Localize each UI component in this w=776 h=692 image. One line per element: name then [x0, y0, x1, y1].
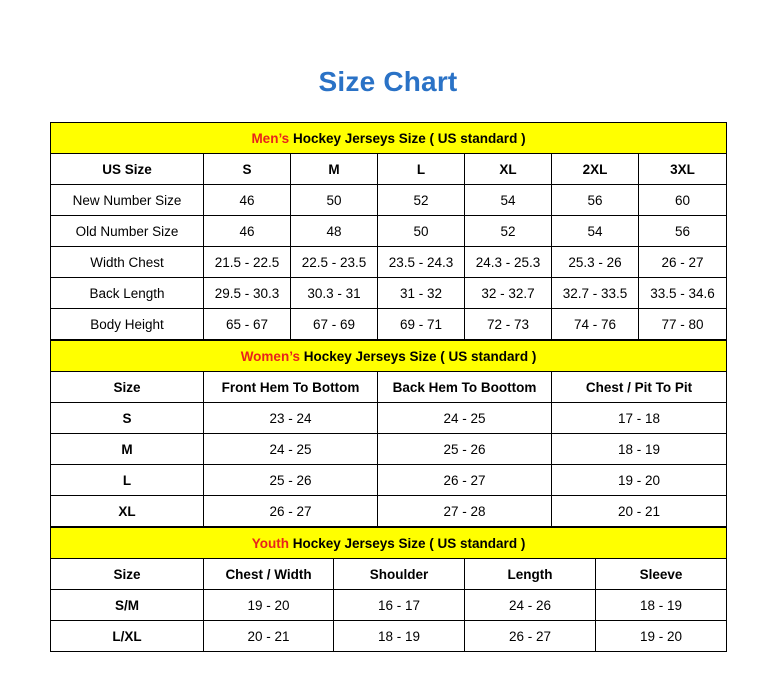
mens-row-4-val-4: 74 - 76 [552, 309, 639, 340]
mens-row-2-val-5: 26 - 27 [639, 247, 727, 278]
mens-row-3-val-1: 30.3 - 31 [291, 278, 378, 309]
mens-row-4-val-2: 69 - 71 [378, 309, 465, 340]
mens-col-1: S [204, 154, 291, 185]
youth-col-1: Chest / Width [204, 559, 334, 590]
mens-row-2-val-1: 22.5 - 23.5 [291, 247, 378, 278]
youth-row-1-val-0: 20 - 21 [204, 621, 334, 652]
mens-row-3-val-3: 32 - 32.7 [465, 278, 552, 309]
mens-col-0: US Size [51, 154, 204, 185]
womens-heading-accent: Women’s [240, 348, 300, 364]
youth-size-table [50, 527, 727, 652]
womens-section-heading [51, 341, 727, 372]
table-section-header-row [51, 123, 727, 154]
mens-heading-rest: Hockey Jerseys Size ( US standard ) [289, 130, 526, 146]
table-row [51, 247, 727, 278]
mens-row-4-val-0: 65 - 67 [204, 309, 291, 340]
table-row [51, 216, 727, 247]
youth-col-2: Shoulder [334, 559, 465, 590]
table-row [51, 465, 727, 496]
womens-row-2-val-0: 25 - 26 [204, 465, 378, 496]
mens-row-3-val-4: 32.7 - 33.5 [552, 278, 639, 309]
womens-row-0-val-1: 24 - 25 [378, 403, 552, 434]
mens-row-1-val-0: 46 [204, 216, 291, 247]
womens-row-2-val-2: 19 - 20 [552, 465, 727, 496]
youth-row-1-val-2: 26 - 27 [465, 621, 596, 652]
mens-row-2-val-2: 23.5 - 24.3 [378, 247, 465, 278]
mens-row-2-label: Width Chest [51, 247, 204, 278]
mens-row-0-val-3: 54 [465, 185, 552, 216]
youth-heading-accent: Youth [251, 535, 289, 551]
mens-row-0-val-0: 46 [204, 185, 291, 216]
youth-row-1-label: L/XL [51, 621, 204, 652]
womens-row-1-label: M [51, 434, 204, 465]
mens-row-4-val-3: 72 - 73 [465, 309, 552, 340]
table-row [51, 309, 727, 340]
table-row [51, 278, 727, 309]
table-row [51, 403, 727, 434]
mens-row-3-label: Back Length [51, 278, 204, 309]
youth-row-0-val-2: 24 - 26 [465, 590, 596, 621]
mens-row-4-val-5: 77 - 80 [639, 309, 727, 340]
table-header-row [51, 372, 727, 403]
mens-row-1-val-4: 54 [552, 216, 639, 247]
womens-col-2: Back Hem To Boottom [378, 372, 552, 403]
size-chart-tables [50, 122, 726, 652]
mens-row-3-val-5: 33.5 - 34.6 [639, 278, 727, 309]
youth-row-1-val-3: 19 - 20 [596, 621, 727, 652]
youth-row-0-val-3: 18 - 19 [596, 590, 727, 621]
table-section-header-row [51, 341, 727, 372]
table-row [51, 590, 727, 621]
mens-row-0-val-2: 52 [378, 185, 465, 216]
mens-row-1-label: Old Number Size [51, 216, 204, 247]
womens-heading-rest: Hockey Jerseys Size ( US standard ) [299, 348, 537, 364]
mens-row-1-val-3: 52 [465, 216, 552, 247]
womens-size-table [50, 340, 727, 527]
table-header-row [51, 559, 727, 590]
youth-section-heading [51, 528, 727, 559]
womens-row-1-val-0: 24 - 25 [204, 434, 378, 465]
womens-col-0: Size [51, 372, 204, 403]
womens-row-1-val-1: 25 - 26 [378, 434, 552, 465]
youth-row-0-label: S/M [51, 590, 204, 621]
mens-row-2-val-0: 21.5 - 22.5 [204, 247, 291, 278]
womens-row-2-label: L [51, 465, 204, 496]
mens-row-0-val-5: 60 [639, 185, 727, 216]
table-row [51, 621, 727, 652]
mens-row-2-val-4: 25.3 - 26 [552, 247, 639, 278]
youth-row-0-val-0: 19 - 20 [204, 590, 334, 621]
table-row [51, 185, 727, 216]
womens-row-0-val-2: 17 - 18 [552, 403, 727, 434]
womens-row-0-val-0: 23 - 24 [204, 403, 378, 434]
mens-row-3-val-0: 29.5 - 30.3 [204, 278, 291, 309]
table-header-row [51, 154, 727, 185]
mens-heading-accent: Men’s [251, 130, 290, 146]
womens-row-3-val-0: 26 - 27 [204, 496, 378, 527]
youth-row-0-val-1: 16 - 17 [334, 590, 465, 621]
mens-row-0-val-4: 56 [552, 185, 639, 216]
youth-col-3: Length [465, 559, 596, 590]
mens-row-1-val-1: 48 [291, 216, 378, 247]
womens-row-1-val-2: 18 - 19 [552, 434, 727, 465]
youth-heading-rest: Hockey Jerseys Size ( US standard ) [288, 535, 526, 551]
womens-row-3-val-2: 20 - 21 [552, 496, 727, 527]
page-title: Size Chart [318, 66, 458, 97]
mens-col-2: M [291, 154, 378, 185]
mens-row-3-val-2: 31 - 32 [378, 278, 465, 309]
mens-row-1-val-2: 50 [378, 216, 465, 247]
womens-col-3: Chest / Pit To Pit [552, 372, 727, 403]
womens-col-1: Front Hem To Bottom [204, 372, 378, 403]
youth-col-4: Sleeve [596, 559, 727, 590]
table-row [51, 496, 727, 527]
mens-row-4-val-1: 67 - 69 [291, 309, 378, 340]
mens-row-0-val-1: 50 [291, 185, 378, 216]
mens-size-table [50, 122, 727, 340]
table-row [51, 434, 727, 465]
mens-section-heading [51, 123, 727, 154]
mens-col-5: 2XL [552, 154, 639, 185]
table-section-header-row [51, 528, 727, 559]
youth-col-0: Size [51, 559, 204, 590]
mens-row-2-val-3: 24.3 - 25.3 [465, 247, 552, 278]
womens-row-3-val-1: 27 - 28 [378, 496, 552, 527]
mens-col-3: L [378, 154, 465, 185]
mens-col-4: XL [465, 154, 552, 185]
womens-row-3-label: XL [51, 496, 204, 527]
mens-col-6: 3XL [639, 154, 727, 185]
mens-row-1-val-5: 56 [639, 216, 727, 247]
mens-row-0-label: New Number Size [51, 185, 204, 216]
womens-row-2-val-1: 26 - 27 [378, 465, 552, 496]
youth-row-1-val-1: 18 - 19 [334, 621, 465, 652]
womens-row-0-label: S [51, 403, 204, 434]
mens-row-4-label: Body Height [51, 309, 204, 340]
